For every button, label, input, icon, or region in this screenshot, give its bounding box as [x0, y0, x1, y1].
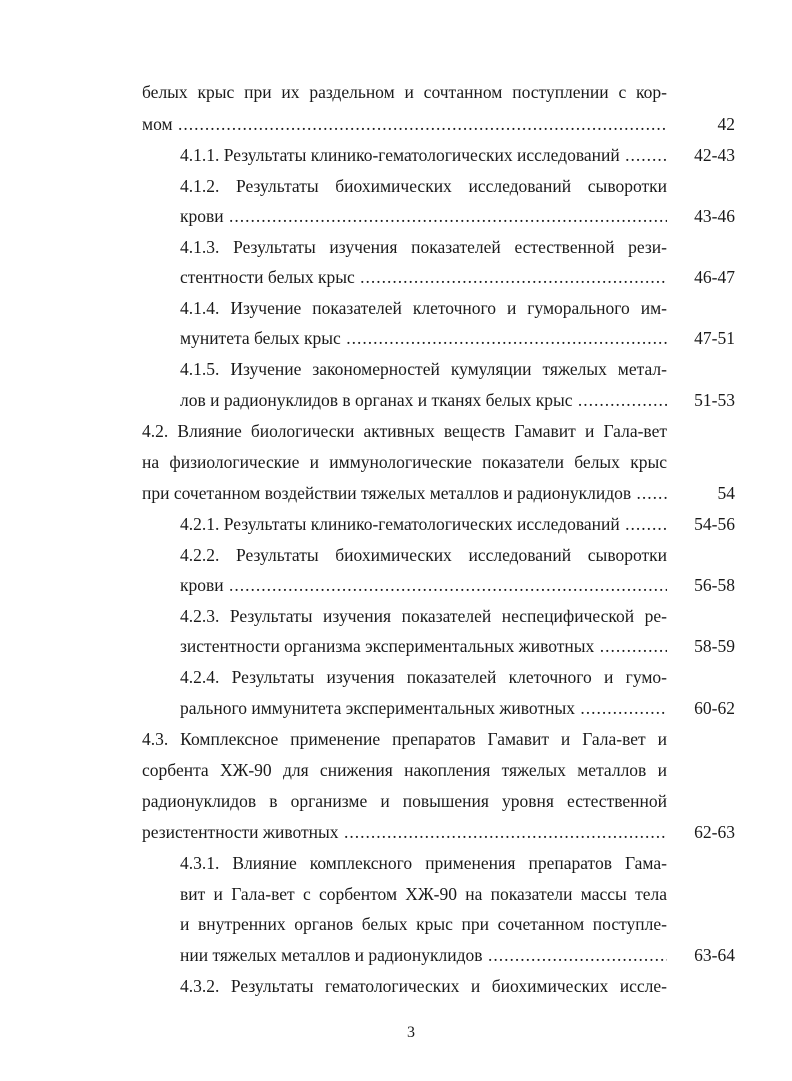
toc-page-ref: 60-62: [694, 698, 735, 718]
toc-line: лов и радионуклидов в органах и тканях белых крыс .....: [180, 390, 667, 410]
toc-line: при сочетанном воздействии тяжелых металлов и радионуклидов .....: [142, 483, 667, 503]
toc-line: белых крыс при их раздельном и сочтанном поступлении с кор-: [142, 82, 667, 102]
toc-line: 4.3. Комплексное применение препаратов Гамавит и Гала-вет и: [142, 729, 667, 749]
toc-line: нии тяжелых металлов и радионуклидов .....: [180, 945, 667, 965]
toc-page-ref: 54: [717, 483, 735, 503]
toc-page-ref: 63-64: [694, 945, 735, 965]
toc-page-ref: 43-46: [694, 206, 735, 226]
toc-line: крови .....: [180, 206, 667, 226]
toc-line: мом .....: [142, 114, 667, 134]
toc-line: 4.1.5. Изучение закономерностей кумуляции тяжелых метал-: [180, 359, 667, 379]
toc-line: стентности белых крыс .....: [180, 267, 667, 287]
toc-line: резистентности животных .....: [142, 822, 667, 842]
toc-page-ref: 54-56: [694, 514, 735, 534]
toc-line: крови .....: [180, 575, 667, 595]
page-number: 3: [407, 1024, 415, 1041]
toc-line: 4.1.4. Изучение показателей клеточного и гуморального им-: [180, 298, 667, 318]
toc-line: рального иммунитета экспериментальных животных .....: [180, 698, 667, 718]
toc-page-ref: 58-59: [694, 636, 735, 656]
toc-line: 4.2.2. Результаты биохимических исследований сыворотки: [180, 545, 667, 565]
toc-line: зистентности организма экспериментальных животных .....: [180, 636, 667, 656]
toc-page-ref: 62-63: [694, 822, 735, 842]
toc-line: на физиологические и иммунологические показатели белых крыс: [142, 452, 667, 472]
toc-page-ref: 46-47: [694, 267, 735, 287]
toc-page-ref: 51-53: [694, 390, 735, 410]
toc-line: 4.2.3. Результаты изучения показателей неспецифической ре-: [180, 606, 667, 626]
toc-page-ref: 42: [717, 114, 735, 134]
toc-line: 4.2.1. Результаты клинико-гематологических исследований .....: [180, 514, 667, 534]
toc-line: мунитета белых крыс .....: [180, 328, 667, 348]
toc-line: радионуклидов в организме и повышения уровня естественной: [142, 791, 667, 811]
toc-line: 4.1.3. Результаты изучения показателей естественной рези-: [180, 237, 667, 257]
toc-line: 4.1.2. Результаты биохимических исследований сыворотки: [180, 176, 667, 196]
toc-page-ref: 42-43: [694, 145, 735, 165]
toc-line: 4.3.1. Влияние комплексного применения препаратов Гама-: [180, 853, 667, 873]
toc-line: 4.1.1. Результаты клинико-гематологических исследований .....: [180, 145, 667, 165]
toc-line: 4.2.4. Результаты изучения показателей клеточного и гумо-: [180, 667, 667, 687]
toc-line: сорбента ХЖ-90 для снижения накопления тяжелых металлов и: [142, 760, 667, 780]
toc-line: 4.3.2. Результаты гематологических и биохимических иссле-: [180, 976, 667, 996]
toc-page-ref: 56-58: [694, 575, 735, 595]
toc-line: вит и Гала-вет с сорбентом ХЖ-90 на показатели массы тела: [180, 884, 667, 904]
toc-line: и внутренних органов белых крыс при сочетанном поступле-: [180, 914, 667, 934]
toc-page-ref: 47-51: [694, 328, 735, 348]
toc-line: 4.2. Влияние биологически активных веществ Гамавит и Гала-вет: [142, 421, 667, 441]
